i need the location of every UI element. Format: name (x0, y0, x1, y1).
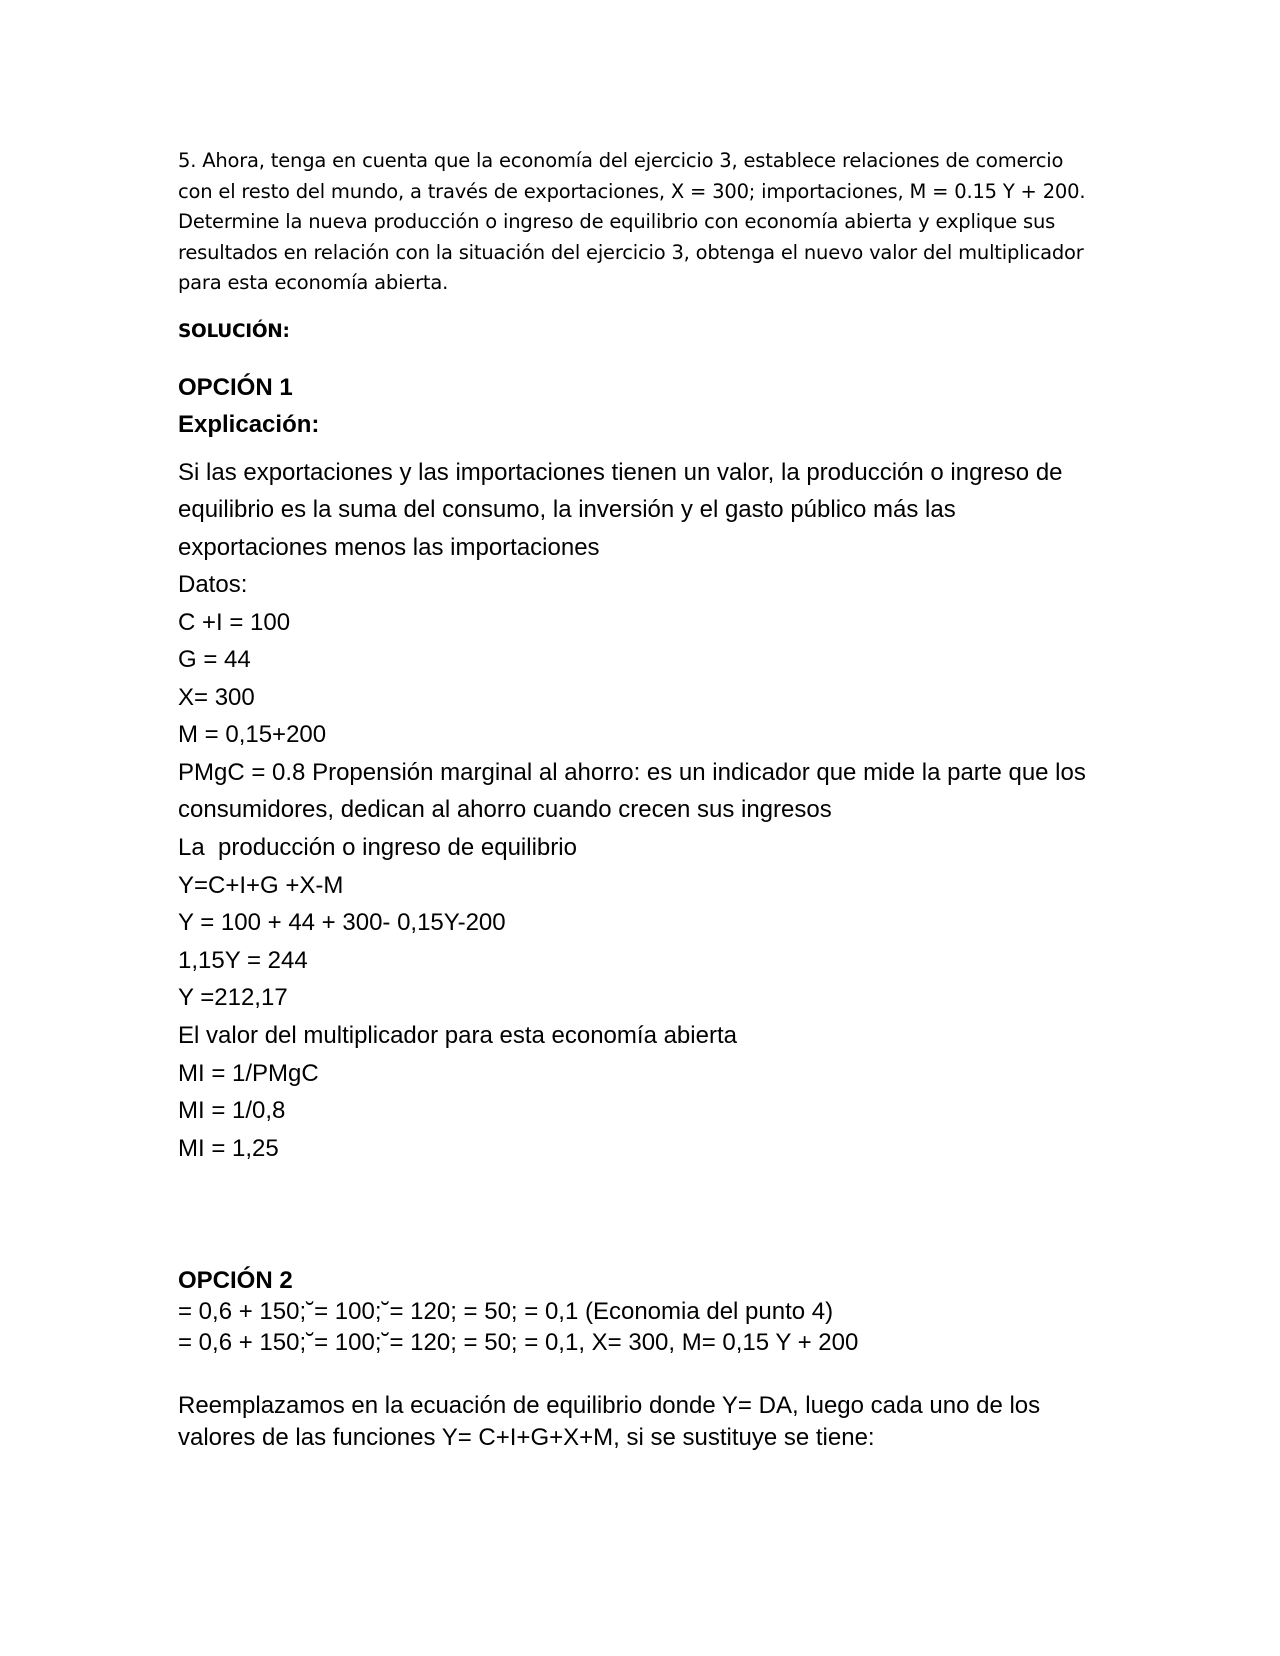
data-line-x: X= 300 (178, 683, 255, 711)
equation-line: Y=C+I+G +X-M (178, 871, 344, 899)
opcion2-title: OPCIÓN 2 (178, 1267, 293, 1295)
data-line-g: G = 44 (178, 646, 251, 674)
datos-line: Datos: (178, 571, 248, 598)
reemplazamos-text: Reemplazamos en la ecuación de equilibrio donde Y= DA, luego cada uno de los valores de las funciones Y= C+I+G+X+M, si se sustituye se tiene: (178, 1392, 1041, 1451)
equilibrio-heading: La producción o ingreso de equilibrio (178, 833, 577, 861)
opcion2-section (178, 1265, 1098, 1453)
equation-line: Y = 100 + 44 + 300- 0,15Y-200 (178, 909, 506, 937)
opcion1-title: OPCIÓN 1 (178, 373, 293, 401)
question-text: 5. Ahora, tenga en cuenta que la economía del ejercicio 3, establece relaciones de comercio con el resto del mundo, a través de exportaciones, X = 300; importaciones, M = 0.15 Y + 200. Determine la nueva producción o ingreso de equilibrio con economía abierta y explique sus resultados en relación con la situación del ejercicio 3, obtenga el nuevo valor del multiplicador para esta economía abierta. (178, 149, 1086, 294)
data-line-ci: C +I = 100 (178, 608, 291, 636)
opcion2-line: = 0,6 + 150;˘= 100;˘= 120; = 50; = 0,1 (Economia del punto 4) (178, 1298, 834, 1326)
multiplicador-heading: El valor del multiplicador para esta economía abierta (178, 1021, 737, 1049)
opcion2-line: = 0,6 + 150;˘= 100;˘= 120; = 50; = 0,1, X= 300, M= 0,15 Y + 200 (178, 1329, 859, 1357)
data-line-m: M = 0,15+200 (178, 721, 327, 749)
multiplicador-line: MI = 1/0,8 (178, 1097, 286, 1125)
explicacion-label: Explicación: (178, 410, 320, 438)
explanation-text: Si las exportaciones y las importaciones tienen un valor, la producción o ingreso de equilibrio es la suma del consumo, la inversión y el gasto público más las exportaciones menos las importaciones (178, 458, 1063, 561)
multiplicador-line: MI = 1/PMgC (178, 1059, 319, 1087)
document-page (178, 146, 1098, 1453)
equation-result: Y =212,17 (178, 984, 288, 1012)
solucion-label: SOLUCIÓN: (178, 320, 290, 342)
equation-line: 1,15Y = 244 (178, 946, 308, 974)
multiplicador-result: MI = 1,25 (178, 1134, 279, 1162)
pmgc-text: PMgC = 0.8 Propensión marginal al ahorro: es un indicador que mide la parte que los consumidores, dedican al ahorro cuando crecen sus ingresos (178, 758, 1086, 824)
